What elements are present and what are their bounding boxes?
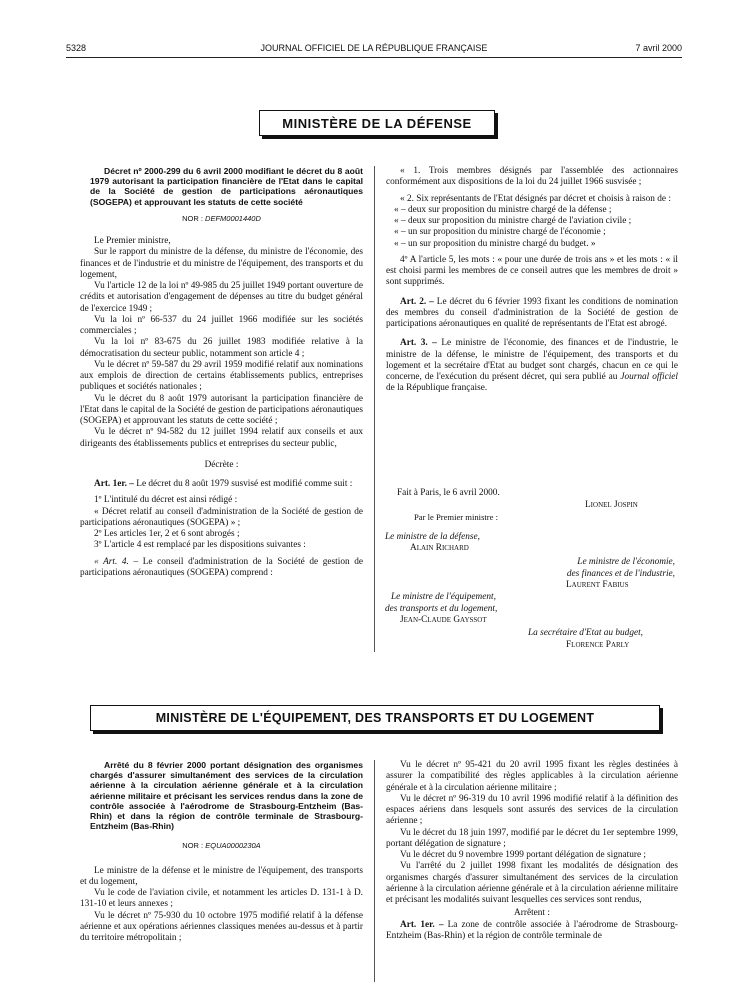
header-rule [66,57,682,58]
arrete-paragraph: Vu le décret nº 75-930 du 10 octobre 1975 modifié relatif à la défense aérienne et aux opérations aériennes classiques menées au-dessus et à partir du territoire métropolitain ; [80,910,363,944]
minister-economy-title-line-2: des finances et de l'industrie, [566,568,675,579]
column-divider [374,166,375,652]
arrete-paragraph: Vu le décret du 9 novembre 1999 portant délégation de signature ; [400,850,646,860]
arrete-article-1-label: Art. 1er. – [400,919,444,930]
decree-paragraph: Sur le rapport du ministre de la défense, du ministre de l'économie, des finances et de l'industrie et du ministre de l'équipement, des transports et du logement, [80,247,363,280]
article-3-label: Art. 3. – [400,338,437,349]
by-pm: Par le Premier ministre : [414,512,499,522]
arrete-title: Arrêté du 8 février 2000 portant désignation des organismes chargés d'assurer simultanément des services de la circulation aérienne à la circulation aérienne générale et à la circulation aérienne militaire et précisant les services rendus dans la zone de contrôle associée à l'aérodrome de Strasbourg-Entzheim (Bas-Rhin) et dans la région de contrôle terminale de Strasbourg-Entzheim (Bas-Rhin) [90,760,363,832]
decree-title: Décret nº 2000-299 du 6 avril 2000 modifiant le décret du 8 août 1979 autorisant la participation financière de l'Etat dans le capital de la Société de gestion de participations aéronautiques (SOGEPA) et approuvant les statuts de cette société [90,166,363,207]
done-at: Fait à Paris, le 6 avril 2000. [397,488,500,498]
article-1-item: 1º L'intitulé du décret est ainsi rédigé : [94,495,238,506]
budget-secretary-title: La secrétaire d'Etat au budget, [528,628,643,638]
arrete-paragraph: Vu le décret du 18 juin 1997, modifié par le décret du 1er septembre 1999, portant délégation de signature ; [386,827,678,849]
article-1-item: 2º Les articles 1er, 2 et 6 sont abrogés ; [94,529,240,540]
article-1-item: 3º L'article 4 est remplacé par les dispositions suivantes : [94,540,306,551]
item-4: 4º A l'article 5, les mots : « pour une durée de trois ans » et les mots : « il est choisi parmi les membres de ce conseil autres que les membres de droit » sont supprimés. [386,254,678,288]
minister-equipment-name: Jean-Claude Gayssot [400,615,487,625]
article-3 [386,338,678,394]
section-banner-defense-text: MINISTÈRE DE LA DÉFENSE [282,115,472,131]
minister-equipment-title-line-1: Le ministre de l'équipement, [391,592,496,602]
decrete-heading: Décrète : [204,459,239,470]
decree-paragraph: « 1. Trois membres désignés par l'assemblée des actionnaires conformément aux dispositions de la loi du 24 juillet 1966 susvisée ; [386,166,678,188]
decree-paragraph: Vu la loi nº 83-675 du 26 juillet 1983 modifiée relative à la démocratisation du secteur public, notamment son article 4 ; [80,337,363,359]
minister-equipment-title-line-2: des transports et du logement, [385,603,498,614]
decree-paragraph: Le Premier ministre, [94,236,171,247]
arrete-paragraph: Vu le décret nº 96-319 du 10 avril 1996 modifié relatif à la définition des espaces aériens dans lesquels sont assurés des services de la circulation aérienne ; [386,793,678,827]
arrete-paragraph: Le ministre de la défense et le ministre de l'équipement, des transports et du logement, [80,865,363,887]
decree-nor-code: DEFM0001440D [205,213,261,223]
article-2-text: Le décret du 6 février 1993 fixant les conditions de nomination des membres du conseil d'administration de la Société de gestion de participations aéronautiques en qualité de représentants de l'Etat est abrogé. [386,296,679,329]
dash-item: « – un sur proposition du ministre chargé de l'économie ; [394,227,606,238]
decree-left-column [80,166,363,579]
arrete-paragraph: Vu le code de l'aviation civile, et notamment les articles D. 131-1 à D. 131-10 et leurs annexes ; [80,888,363,910]
decree-paragraph: Vu le décret nº 59-587 du 29 avril 1959 modifié relatif aux nominations aux emplois de direction de certains établissements publics, entreprises publiques et sociétés nationales ; [80,359,363,393]
article-3-text-end: de la République française. [386,383,488,394]
decree-paragraph: Vu la loi nº 66-537 du 24 juillet 1966 modifiée sur les sociétés commerciales ; [80,314,363,337]
arrete-paragraph: Vu le décret nº 95-421 du 20 avril 1995 fixant les règles destinées à assurer la compatibilité des règles applicables à la circulation aérienne générale et à la circulation aérienne militaire ; [386,760,678,793]
column-divider [374,760,375,982]
arrete-right-column [386,760,678,942]
article-1-label: Art. 1er. – [94,479,134,490]
arrete-nor-label: NOR : [182,841,204,851]
decree-paragraph: Vu le décret nº 94-582 du 12 juillet 1994 relatif aux conseils et aux dirigeants des établissements publics et entreprises du secteur public, [80,427,363,449]
section-banner-equipment [90,705,660,731]
arrete-left-column [80,760,363,944]
article-1 [80,479,363,490]
dash-item: « – deux sur proposition du ministre chargé de l'aviation civile ; [394,216,632,226]
budget-secretary-name: Florence Parly [566,640,630,650]
arrete-article-1 [386,920,678,943]
journal-title: JOURNAL OFFICIEL DE LA RÉPUBLIQUE FRANÇAISE [260,43,488,53]
minister-defense-title: Le ministre de la défense, [385,532,480,542]
arretent-heading: Arrêtent : [514,908,550,919]
decree-nor [80,213,363,224]
minister-economy-title-line-1: Le ministre de l'économie, [577,557,675,567]
article-4-label: « Art. 4. – [94,556,139,567]
arrete-nor-code: EQUA0000230A [205,841,261,851]
minister-defense-name: Alain Richard [410,543,469,553]
decree-paragraph: Vu le décret du 8 août 1979 autorisant la participation financière de l'Etat dans le capital de la Société de gestion de participations aéronautiques (SOGEPA) et approuvant les statuts de cette société ; [80,393,363,427]
arrete-paragraph: Vu l'arrêté du 2 juillet 1998 fixant les modalités de désignation des organismes chargés d'assurer simultanément des services de la circulation aérienne à la circulation aérienne générale et à la circulation aérienne militaire et précisant les modalités suivant lesquelles ces services sont rendus, [386,861,678,905]
decree-right-column [386,166,678,395]
journal-officiel-reference: Journal officiel [620,372,679,382]
decree-nor-label: NOR : [182,213,203,223]
arrete-article-1-text: La zone de contrôle associée à l'aérodrome de Strasbourg-Entzheim (Bas-Rhin) et la région de contrôle terminale de [386,919,678,941]
article-2 [386,297,678,331]
section-banner-defense [259,110,495,136]
page-number: 5328 [66,43,87,53]
article-3-text: Le ministre de l'économie, des finances et de l'industrie, le ministre de la défense, le ministre de l'équipement, des transports et du logement et la secrétaire d'Etat au budget sont chargés, chacun en ce qui le concerne, de l'exécution du présent décret, qui sera publié au [386,338,679,382]
article-4-quote [80,557,363,580]
article-2-label: Art. 2. – [400,296,434,307]
arrete-nor [80,840,363,851]
minister-economy-name: Laurent Fabius [566,580,629,590]
dash-item: « – un sur proposition du ministre chargé du budget. » [394,238,596,249]
article-1-text: Le décret du 8 août 1979 susvisé est modifié comme suit : [136,479,353,490]
dash-item: « – deux sur proposition du ministre chargé de la défense ; [394,204,612,215]
minister-equipment-title [385,592,497,615]
decree-paragraph: « 2. Six représentants de l'Etat désignés par décret et choisis à raison de : [400,193,671,204]
article-1-item: « Décret relatif au conseil d'administration de la Société de gestion de participations aéronautiques (SOGEPA) » ; [80,506,363,528]
signatory-pm: Lionel Jospin [585,500,638,510]
article-4-text: Le conseil d'administration de la Société de gestion de participations aéronautiques (SOGEPA) comprend : [80,556,363,578]
decree-paragraph: Vu l'article 12 de la loi nº 49-985 du 25 juillet 1949 portant ouverture de crédits et autorisation d'engagement de dépenses au titre du budget général de l'exercice 1949 ; [80,281,363,314]
header-date: 7 avril 2000 [635,43,682,53]
section-banner-equipment-text: MINISTÈRE DE L'ÉQUIPEMENT, DES TRANSPORTS ET DU LOGEMENT [155,711,595,725]
minister-economy-title [540,557,675,580]
